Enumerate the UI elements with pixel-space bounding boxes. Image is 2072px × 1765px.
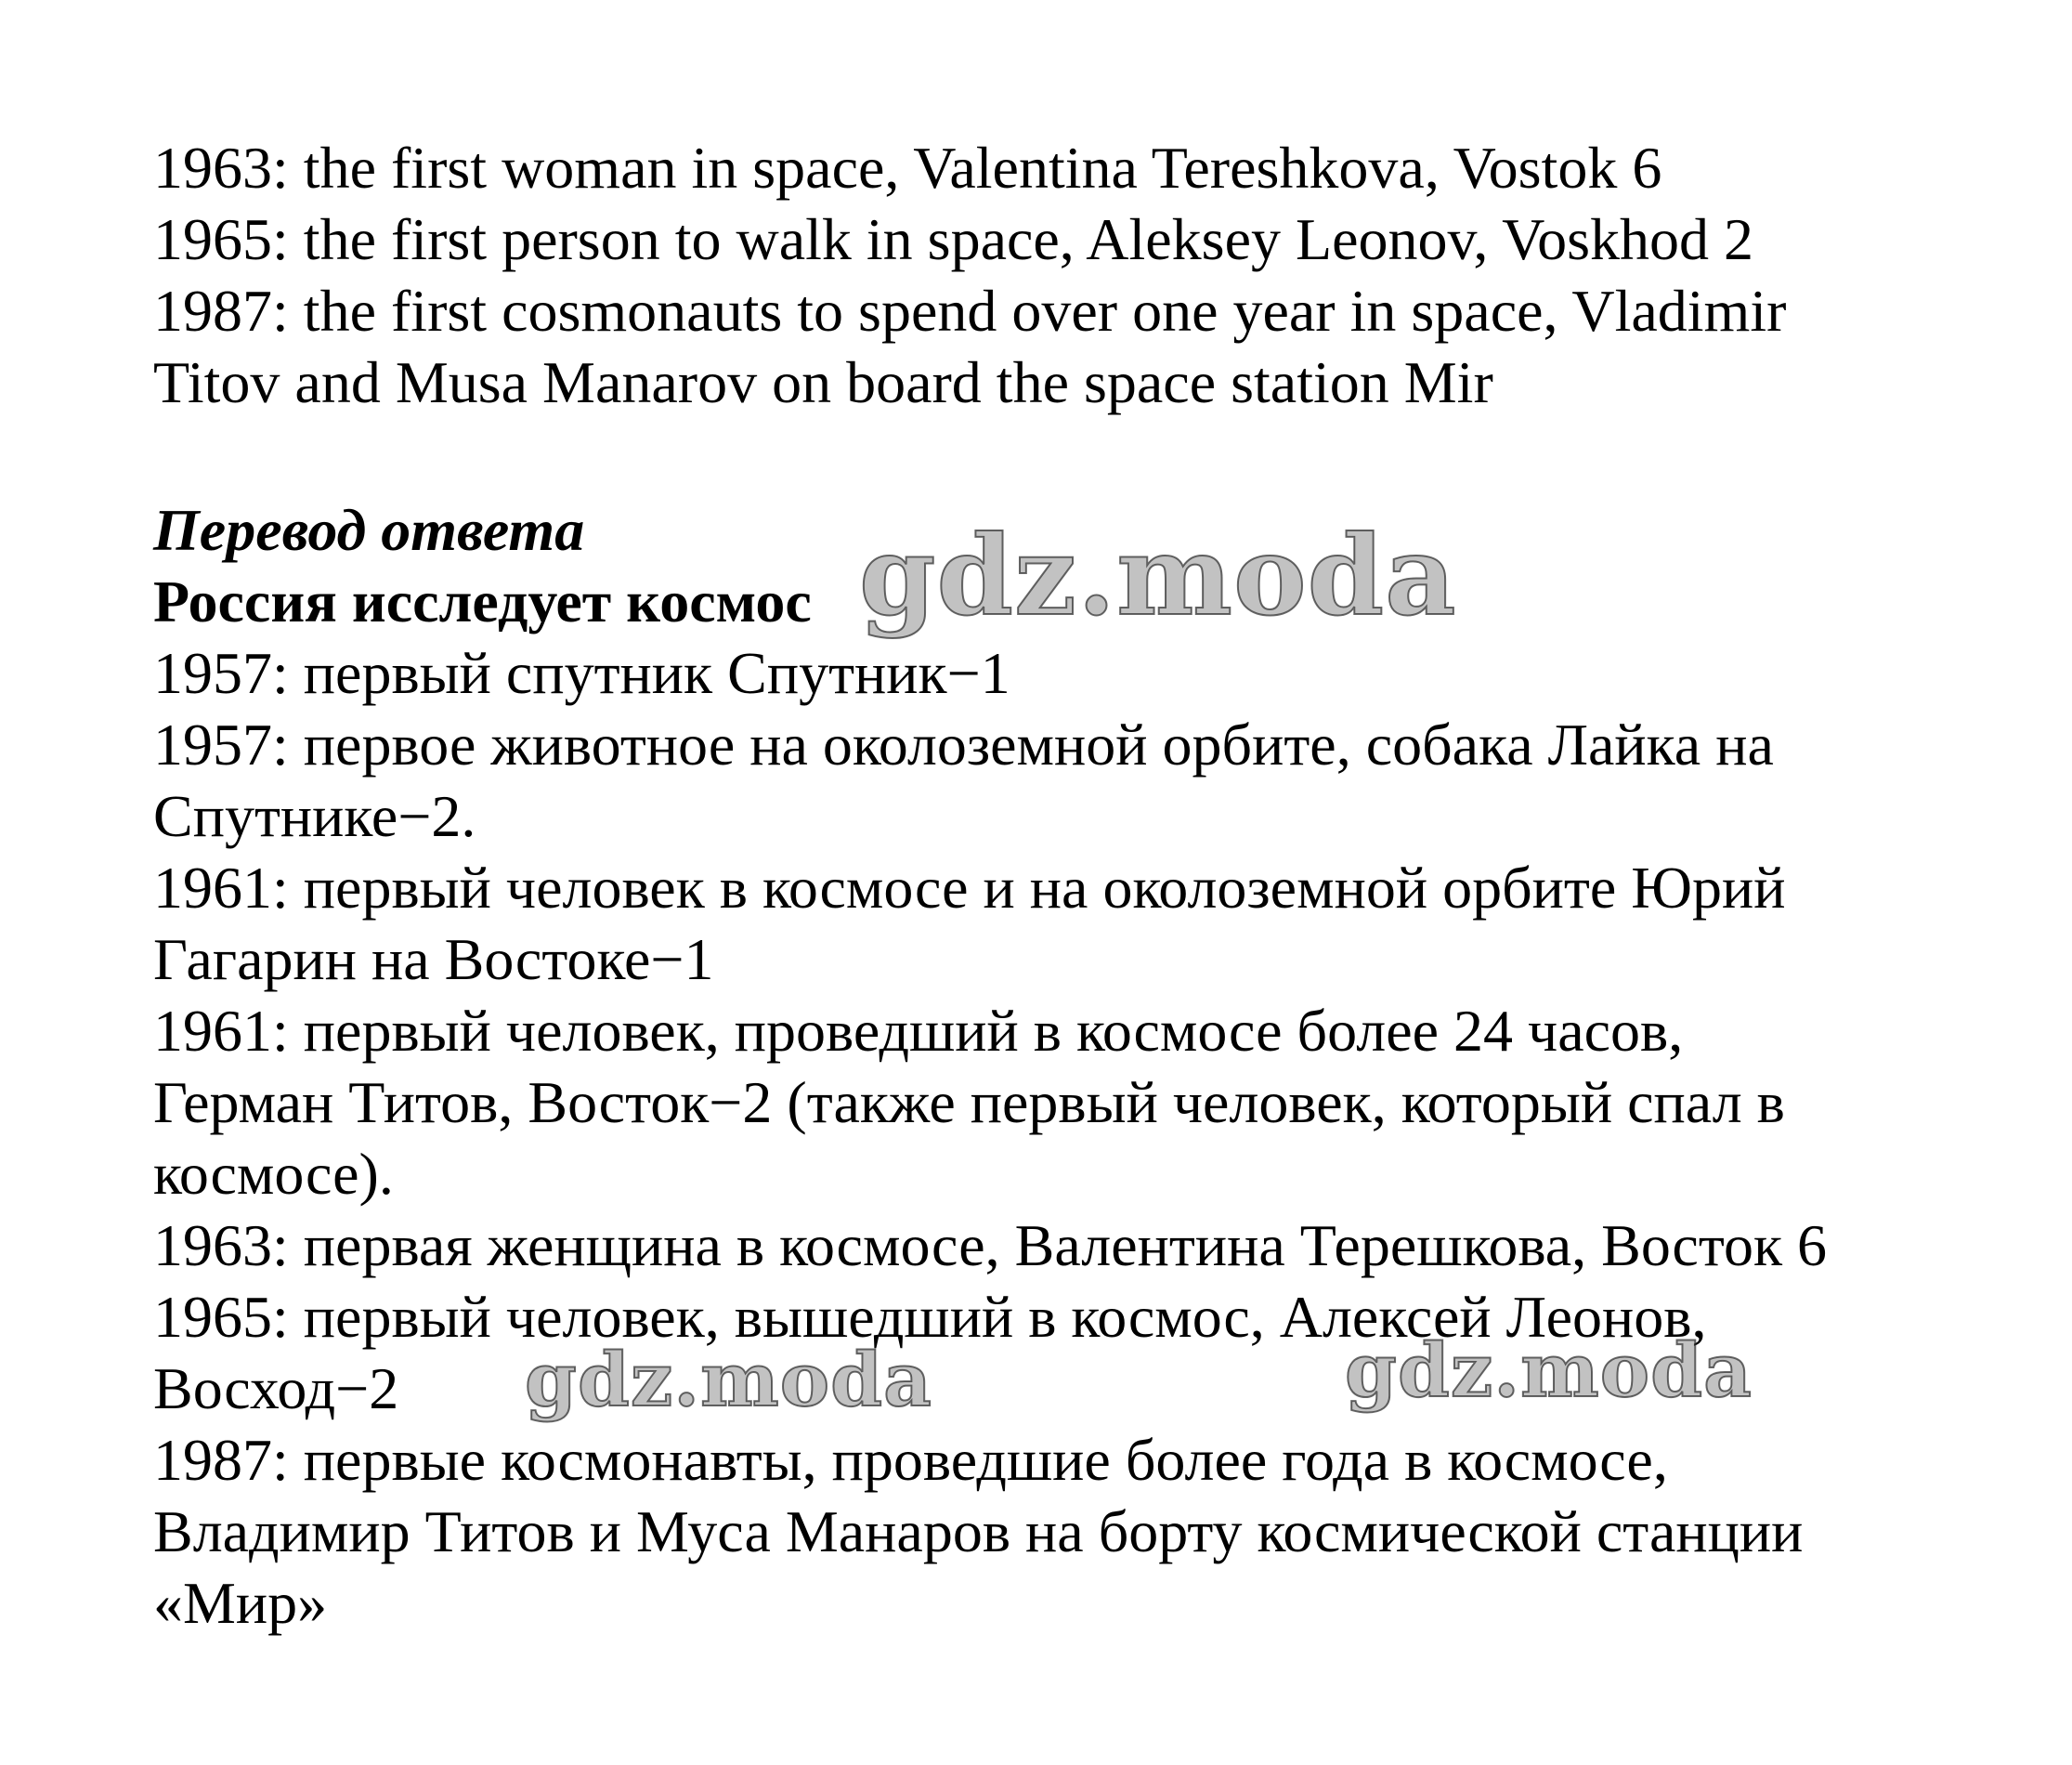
russian-line-5: Гагарин на Востоке−1 [153, 926, 714, 992]
english-text-block [153, 132, 2011, 418]
russian-line-12: 1987: первые космонавты, проведшие более года в космосе, [153, 1427, 1668, 1493]
russian-line-4: 1961: первый человек в космосе и на околоземной орбите Юрий [153, 855, 1786, 921]
russian-line-9: 1963: первая женщина в космосе, Валентина Терешкова, Восток 6 [153, 1212, 1828, 1278]
english-line-2: 1965: the first person to walk in space, Aleksey Leonov, Voskhod 2 [153, 206, 1754, 272]
russian-line-7: Герман Титов, Восток−2 (также первый человек, который спал в [153, 1069, 1785, 1135]
russian-line-14: «Мир» [153, 1570, 328, 1636]
watermark-logo: gdz.moda [859, 511, 1457, 640]
russian-text-block [153, 494, 2011, 1639]
russian-line-11: Восход−2 [153, 1355, 399, 1421]
watermark-logo: gdz.moda [525, 1336, 932, 1423]
translation-heading: Перевод ответа [153, 497, 585, 563]
russian-title: Россия исследует космос [153, 569, 812, 634]
english-line-3: 1987: the first cosmonauts to spend over one year in space, Vladimir [153, 278, 1787, 344]
russian-line-13: Владимир Титов и Муса Манаров на борту космической станции [153, 1498, 1804, 1564]
russian-line-3: Спутнике−2. [153, 783, 476, 849]
watermark-logo: gdz.moda [1345, 1327, 1753, 1414]
russian-line-1: 1957: первый спутник Спутник−1 [153, 640, 1010, 706]
english-line-4: Titov and Musa Manarov on board the space station Mir [153, 349, 1493, 415]
russian-line-8: космосе). [153, 1141, 394, 1207]
english-line-1: 1963: the first woman in space, Valentina Tereshkova, Vostok 6 [153, 135, 1662, 201]
russian-line-2: 1957: первое животное на околоземной орбите, собака Лайка на [153, 712, 1774, 778]
russian-line-10: 1965: первый человек, вышедший в космос, Алексей Леонов, [153, 1284, 1707, 1350]
russian-line-6: 1961: первый человек, проведший в космосе более 24 часов, [153, 998, 1684, 1064]
